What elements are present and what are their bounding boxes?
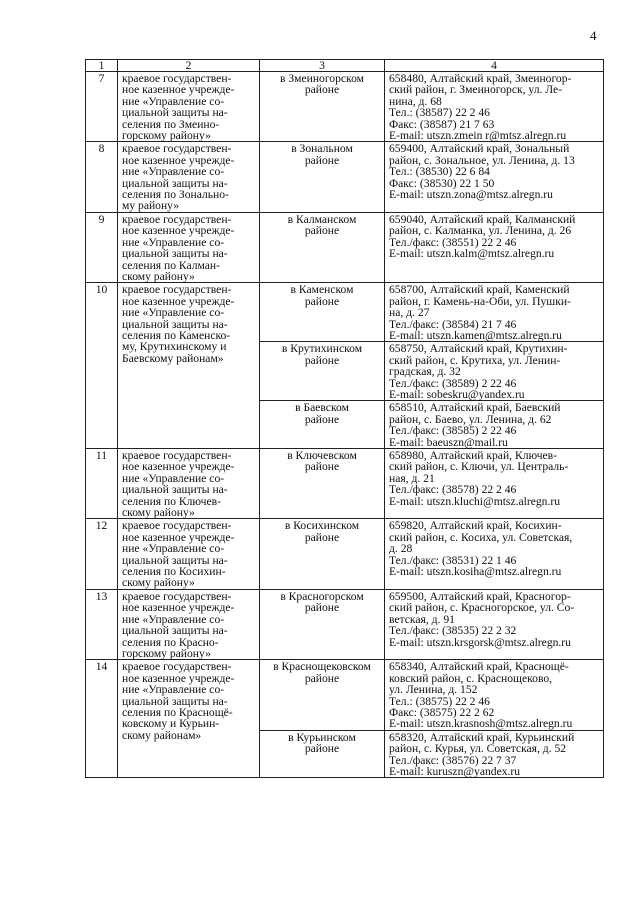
address-line: Тел./факс: (38585) 2 22 46 — [389, 424, 517, 438]
organization-name-line: ние «Управление со- — [122, 683, 225, 697]
organization-name-line: циальной защиты на- — [122, 553, 228, 567]
address-line: Тел.: (38587) 22 2 46 — [389, 106, 490, 120]
email-address[interactable]: E-mail: baeuszn@mail.ru — [389, 435, 508, 449]
district-name — [260, 142, 385, 212]
address-line: район, с. Баево, ул. Ленина, д. 62 — [389, 412, 552, 426]
row-number: 8 — [86, 142, 118, 212]
organization-name-line: ние «Управление со- — [122, 94, 225, 108]
district-name-line: районе — [304, 412, 340, 426]
district-name — [260, 342, 385, 401]
address-line: ский район, г. Змеиногорск, ул. Ле- — [389, 83, 563, 97]
organization-name-line: краевое государствен- — [122, 283, 232, 297]
email-address[interactable]: E-mail: utszn.krsgorsk@mtsz.alregn.ru — [389, 635, 571, 649]
organization-name-line: ное казенное учрежде- — [122, 153, 235, 167]
organization-name-line: скому району» — [122, 506, 195, 520]
office-contacts — [385, 283, 604, 342]
district-name-line: районе — [304, 671, 340, 685]
address-line: район, с. Курья, ул. Советская, д. 52 — [389, 742, 567, 756]
page-number: 4 — [590, 28, 597, 43]
organization-name-line: циальной защиты на- — [122, 247, 228, 261]
row-number: 13 — [86, 589, 118, 659]
organization-name-line: ние «Управление со- — [122, 235, 225, 249]
district-name-line: в Змеиногорском — [279, 72, 365, 85]
table-row — [86, 519, 604, 589]
row-number: 7 — [86, 72, 118, 142]
organization-name-line: селения по Калман- — [122, 258, 220, 272]
address-line: район, с. Калманка, ул. Ленина, д. 26 — [389, 224, 572, 238]
office-contacts — [385, 401, 604, 449]
organization-name-line: Баевскому районам» — [122, 351, 224, 365]
organization-name-line: му, Крутихинскому и — [122, 340, 227, 354]
address-line: Тел.: (38575) 22 2 46 — [389, 694, 490, 708]
organization-name-line: ное казенное учрежде- — [122, 224, 235, 238]
address-line: 658480, Алтайский край, Змеиногор- — [389, 72, 572, 85]
organization-name-line: му району» — [122, 199, 180, 213]
address-line: 659400, Алтайский край, Зональный — [389, 142, 570, 156]
address-line: ная, д. 21 — [389, 471, 435, 485]
district-name — [260, 212, 385, 282]
email-address[interactable]: E-mail: utszn.zmein r@mtsz.alregn.ru — [389, 129, 567, 143]
address-line: Тел./факс: (38576) 22 7 37 — [389, 753, 517, 767]
email-address[interactable]: E-mail: utszn.kamen@mtsz.alregn.ru — [389, 328, 562, 342]
district-name-line: районе — [304, 224, 340, 238]
address-line: 658510, Алтайский край, Баевский — [389, 401, 561, 415]
address-line: Тел./факс: (38551) 22 2 46 — [389, 235, 517, 249]
address-line: Тел./факс: (38535) 22 2 32 — [389, 624, 517, 638]
organization-name-line: краевое государствен- — [122, 660, 232, 674]
organization-name-line: ное казенное учрежде- — [122, 671, 235, 685]
organization-name — [118, 212, 260, 282]
organization-name-line: циальной защиты на- — [122, 624, 228, 638]
office-contacts — [385, 449, 604, 519]
address-line: ветская, д. 91 — [389, 612, 455, 626]
district-name-line: в Косихинском — [284, 519, 360, 533]
table-row — [86, 72, 604, 142]
row-number: 12 — [86, 519, 118, 589]
email-address[interactable]: E-mail: kuruszn@yandex.ru — [389, 764, 521, 778]
address-line: Факс: (38575) 22 2 62 — [389, 705, 495, 719]
district-name — [260, 519, 385, 589]
organization-name — [118, 142, 260, 212]
organization-name — [118, 589, 260, 659]
column-header-4: 4 — [385, 60, 604, 72]
table-row — [86, 212, 604, 282]
district-name-line: в Курьинском — [288, 730, 356, 744]
address-line: градская, д. 32 — [389, 365, 461, 379]
email-address[interactable]: E-mail: utszn.kluchi@mtsz.alregn.ru — [389, 494, 561, 508]
email-address[interactable]: E-mail: utszn.kalm@mtsz.alregn.ru — [389, 247, 555, 261]
row-number: 9 — [86, 212, 118, 282]
address-line: Тел./факс: (38584) 21 7 46 — [389, 317, 517, 331]
table-header-row — [86, 60, 604, 72]
district-name — [260, 730, 385, 778]
email-address[interactable]: E-mail: utszn.zona@mtsz.alregn.ru — [389, 188, 553, 202]
organization-name-line: селения по Косихин- — [122, 565, 226, 579]
column-header-1: 1 — [86, 60, 118, 72]
organization-name-line: ние «Управление со- — [122, 542, 225, 556]
row-number: 14 — [86, 660, 118, 778]
address-line: ский район, с. Ключи, ул. Централь- — [389, 460, 569, 474]
organization-name-line: скому району» — [122, 576, 195, 590]
district-name — [260, 589, 385, 659]
organization-name-line: циальной защиты на- — [122, 483, 228, 497]
organization-name-line: краевое государствен- — [122, 519, 232, 533]
district-name-line: районе — [304, 530, 340, 544]
address-line: ский район, с. Крутиха, ул. Ленин- — [389, 353, 561, 367]
organization-name-line: скому району» — [122, 269, 195, 283]
district-name-line: районе — [304, 353, 340, 367]
address-line: Тел.: (38530) 22 6 84 — [389, 165, 490, 179]
office-contacts — [385, 72, 604, 142]
office-contacts — [385, 730, 604, 778]
organization-name-line: циальной защиты на- — [122, 106, 228, 120]
organization-name — [118, 449, 260, 519]
organization-name-line: горскому району» — [122, 129, 211, 143]
email-address[interactable]: E-mail: utszn.krasnosh@mtsz.alregn.ru — [389, 717, 573, 731]
organization-name-line: циальной защиты на- — [122, 317, 228, 331]
organization-name-line: циальной защиты на- — [122, 176, 228, 190]
district-name-line: в Ключевском — [287, 449, 357, 462]
address-line: ковский район, с. Краснощеково, — [389, 671, 553, 685]
office-contacts — [385, 660, 604, 730]
organization-name-line: краевое государствен- — [122, 589, 232, 603]
organization-name-line: селения по Красно- — [122, 635, 219, 649]
organization-name-line: ние «Управление со- — [122, 612, 225, 626]
row-number: 10 — [86, 283, 118, 449]
email-address[interactable]: E-mail: sobeskru@yandex.ru — [389, 387, 525, 401]
organization-name-line: краевое государствен- — [122, 449, 232, 462]
district-name-line: в Краснощековском — [273, 660, 371, 674]
social-protection-offices-table — [85, 59, 604, 778]
table-row — [86, 449, 604, 519]
address-line: район, г. Камень-на-Оби, ул. Пушки- — [389, 294, 571, 308]
organization-name-line: селения по Ключев- — [122, 494, 221, 508]
organization-name — [118, 660, 260, 778]
organization-name-line: селения по Зонально- — [122, 188, 229, 202]
row-number: 11 — [86, 449, 118, 519]
organization-name-line: ние «Управление со- — [122, 471, 225, 485]
district-name-line: в Калманском — [287, 212, 357, 226]
table-row — [86, 589, 604, 659]
office-contacts — [385, 342, 604, 401]
district-name-line: в Каменском — [290, 283, 354, 297]
district-name-line: районе — [304, 83, 340, 97]
office-contacts — [385, 142, 604, 212]
address-line: 658320, Алтайский край, Курьинский — [389, 730, 575, 744]
address-line: район, с. Зональное, ул. Ленина, д. 13 — [389, 153, 575, 167]
organization-name-line: краевое государствен- — [122, 212, 232, 226]
organization-name-line: ние «Управление со- — [122, 165, 225, 179]
address-line: 658980, Алтайский край, Ключев- — [389, 449, 558, 462]
organization-name-line: селения по Краснощё- — [122, 705, 233, 719]
district-name-line: районе — [304, 153, 340, 167]
address-line: Факс: (38587) 21 7 63 — [389, 117, 495, 131]
table-row — [86, 142, 604, 212]
organization-name-line: скому районам» — [122, 728, 202, 742]
district-name-line: районе — [304, 460, 340, 474]
table-row — [86, 283, 604, 342]
office-contacts — [385, 212, 604, 282]
district-name-line: в Красногорском — [280, 589, 364, 603]
organization-name — [118, 72, 260, 142]
address-line: Тел./факс: (38589) 2 22 46 — [389, 376, 517, 390]
address-line: 659500, Алтайский край, Красногор- — [389, 589, 571, 603]
organization-name-line: селения по Каменско- — [122, 328, 231, 342]
organization-name — [118, 283, 260, 449]
organization-name-line: горскому району» — [122, 646, 211, 660]
district-name-line: районе — [304, 294, 340, 308]
organization-name-line: ное казенное учрежде- — [122, 601, 235, 615]
address-line: 658340, Алтайский край, Краснощё- — [389, 660, 569, 674]
district-name — [260, 72, 385, 142]
district-name — [260, 283, 385, 342]
organization-name-line: ное казенное учрежде- — [122, 83, 235, 97]
organization-name — [118, 519, 260, 589]
address-line: 658700, Алтайский край, Каменский — [389, 283, 570, 297]
address-line: Факс: (38530) 22 1 50 — [389, 176, 495, 190]
organization-name-line: циальной защиты на- — [122, 694, 228, 708]
organization-name-line: ное казенное учрежде- — [122, 294, 235, 308]
district-name-line: в Баевском — [295, 401, 349, 415]
column-header-2: 2 — [118, 60, 260, 72]
district-name-line: в Зональном — [291, 142, 353, 156]
district-name — [260, 660, 385, 730]
organization-name-line: краевое государствен- — [122, 142, 232, 156]
district-name-line: районе — [304, 742, 340, 756]
organization-name-line: ное казенное учрежде- — [122, 460, 235, 474]
organization-name-line: селения по Змеино- — [122, 117, 220, 131]
organization-name-line: ковскому и Курьин- — [122, 717, 220, 731]
district-name — [260, 401, 385, 449]
district-name-line: в Крутихинском — [281, 342, 363, 356]
address-line: на, д. 27 — [389, 306, 430, 320]
address-line: ский район, с. Косиха, ул. Советская, — [389, 530, 573, 544]
address-line: д. 28 — [389, 542, 413, 556]
address-line: Тел./факс: (38578) 22 2 46 — [389, 483, 517, 497]
address-line: ул. Ленина, д. 152 — [389, 683, 478, 697]
email-address[interactable]: E-mail: utszn.kosiha@mtsz.alregn.ru — [389, 565, 562, 579]
district-name — [260, 449, 385, 519]
address-line: 659040, Алтайский край, Калманский — [389, 212, 576, 226]
office-contacts — [385, 589, 604, 659]
address-line: 658750, Алтайский край, Крутихин- — [389, 342, 568, 356]
district-name-line: районе — [304, 601, 340, 615]
table-row — [86, 660, 604, 730]
column-header-3: 3 — [260, 60, 385, 72]
table-body — [86, 72, 604, 778]
address-line: 659820, Алтайский край, Косихин- — [389, 519, 562, 533]
organization-name-line: ние «Управление со- — [122, 306, 225, 320]
organization-name-line: краевое государствен- — [122, 72, 232, 85]
organization-name-line: ное казенное учрежде- — [122, 530, 235, 544]
address-line: нина, д. 68 — [389, 94, 442, 108]
office-contacts — [385, 519, 604, 589]
address-line: Тел./факс: (38531) 22 1 46 — [389, 553, 517, 567]
address-line: ский район, с. Красногорское, ул. Со- — [389, 601, 575, 615]
